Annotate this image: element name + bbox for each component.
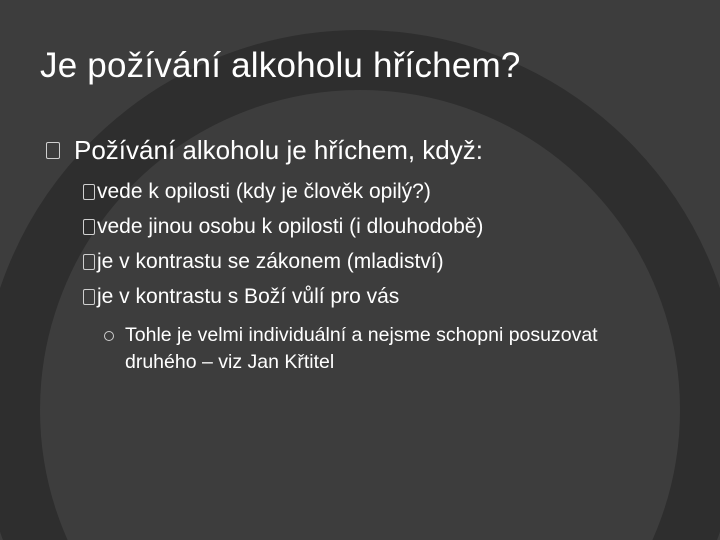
slide-title: Je požívání alkoholu hříchem?: [40, 46, 521, 85]
bullet-level2-item: [83, 279, 696, 314]
bullet-level2-item: [83, 174, 696, 209]
bullet-level2-text: je v kontrastu s Boží vůlí pro vás: [97, 284, 400, 308]
box-bullet-icon: [83, 254, 95, 270]
slide-body: [46, 130, 696, 376]
bullet-level2-text: vede jinou osobu k opilosti (i dlouhodobě): [97, 214, 484, 238]
bullet-level2-text: je v kontrastu se zákonem (mladiství): [97, 249, 444, 273]
bullet-level3: [104, 322, 696, 376]
circle-bullet-icon: [104, 331, 114, 341]
box-bullet-icon: [83, 289, 95, 305]
bullet-level3-text: Tohle je velmi individuální a nejsme schopni posuzovat druhého – viz Jan Křtitel: [125, 324, 598, 373]
box-bullet-icon: [83, 184, 95, 200]
bullet-level1: [46, 130, 696, 170]
bullet-level2-item: [83, 209, 696, 244]
box-bullet-icon: [46, 142, 60, 159]
box-bullet-icon: [83, 219, 95, 235]
bullet-level2-item: [83, 244, 696, 279]
bullet-level1-text: Požívání alkoholu je hříchem, když:: [74, 134, 483, 165]
bullet-level2-text: vede k opilosti (kdy je člověk opilý?): [97, 179, 431, 203]
